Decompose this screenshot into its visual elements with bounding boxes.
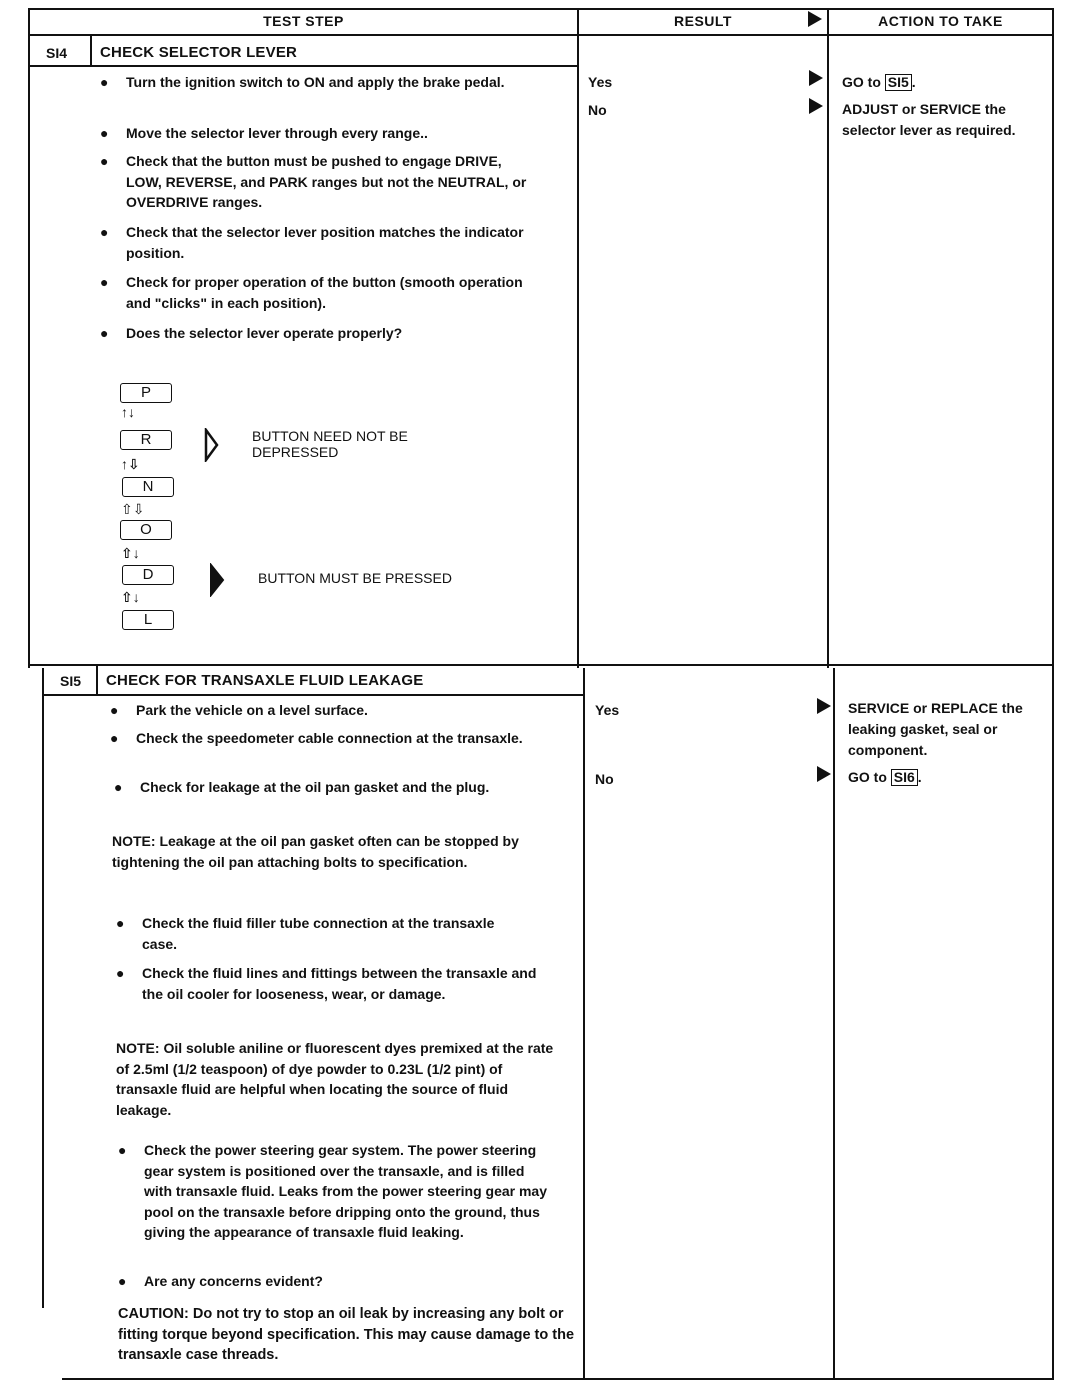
table-right-border: [1052, 8, 1054, 1380]
si4-title-underline: [28, 65, 579, 67]
legend-button-must-be-pressed: BUTTON MUST BE PRESSED: [258, 570, 452, 586]
bullet-icon: ●: [100, 274, 109, 290]
si5-title-underline: [42, 694, 585, 696]
si4-action-yes: [842, 72, 916, 93]
table-top-border: [28, 8, 1054, 10]
si5-action-no: [848, 767, 922, 788]
bullet-icon: ●: [114, 779, 123, 795]
arrow-up-down-hollow-icon: ⇧⇩: [121, 501, 145, 517]
bullet-icon: ●: [116, 965, 125, 981]
legend-button-need-not-depressed: BUTTON NEED NOT BE DEPRESSED: [252, 428, 408, 460]
si4-action-yes-suffix: .: [911, 74, 916, 90]
header-arrow-icon: [808, 11, 822, 27]
si5-note-1: NOTE: Leakage at the oil pan gasket often can be stopped by tightening the oil pan attaching bolts to specification.: [112, 833, 519, 870]
si4-bullet-2-text: Move the selector lever through every range..: [126, 125, 428, 141]
si5-result-no-arrow-icon: [817, 766, 831, 782]
column-divider-result-action-lower: [833, 668, 835, 1380]
bullet-icon: ●: [100, 125, 109, 141]
bullet-icon: ●: [110, 702, 119, 718]
table-left-border-lower: [42, 668, 44, 1308]
bullet-icon: ●: [100, 153, 109, 169]
si5-action-no-ref[interactable]: SI6: [891, 769, 918, 786]
si5-action-no-suffix: .: [917, 769, 922, 785]
si4-action-yes-prefix: GO to: [842, 74, 881, 90]
si5-bullet-4-text: Check the fluid filler tube connection at the transaxle case.: [142, 915, 495, 952]
arrow-up-down-solid-icon: ↑↓: [121, 404, 135, 420]
gear-p: P: [120, 383, 172, 403]
si4-bullet-5-text: Check for proper operation of the button (smooth operation and "clicks" in each position).: [126, 274, 523, 311]
gear-d: D: [122, 565, 174, 585]
arrow-up-hollow-down-solid-icon: ⇧↓: [121, 589, 140, 605]
hollow-pointer-icon: [203, 428, 221, 462]
bullet-icon: ●: [100, 74, 109, 90]
bullet-icon: ●: [116, 915, 125, 931]
si4-id-divider: [90, 36, 92, 66]
column-divider-test-result: [577, 8, 579, 668]
si5-step-title: CHECK FOR TRANSAXLE FLUID LEAKAGE: [106, 672, 424, 689]
bullet-icon: ●: [100, 325, 109, 341]
si4-bullet-4-text: Check that the selector lever position matches the indicator position.: [126, 224, 524, 261]
si4-step-id: SI4: [46, 45, 68, 61]
si5-bullet-6-text: Check the power steering gear system. The power steering gear system is positioned over the transaxle, and is filled with transaxle fluid. Leaks from the power steering gear may pool on the transaxle before dripping onto the ground, thus giving the appearance of transaxle fluid leaking.: [144, 1142, 548, 1240]
bullet-icon: ●: [100, 224, 109, 240]
gear-l: L: [122, 610, 174, 630]
si5-bullet-1-text: Park the vehicle on a level surface.: [136, 702, 368, 718]
si4-bullet-6-text: Does the selector lever operate properly?: [126, 325, 403, 341]
arrow-up-hollow-down-solid-icon: ⇧↓: [121, 545, 140, 561]
header-result: RESULT: [674, 13, 732, 29]
si4-result-yes-arrow-icon: [809, 70, 823, 86]
si4-action-no: ADJUST or SERVICE the selector lever as required.: [842, 101, 1016, 138]
si5-bullet-5-text: Check the fluid lines and fittings between the transaxle and the oil cooler for looseness, wear, or damage.: [142, 965, 537, 1002]
si5-action-yes: SERVICE or REPLACE the leaking gasket, seal or component.: [848, 700, 1023, 758]
bullet-icon: ●: [118, 1273, 127, 1289]
si4-bullet-3-text: Check that the button must be pushed to engage DRIVE, LOW, REVERSE, and PARK ranges but not the NEUTRAL, or OVERDRIVE ranges.: [126, 153, 527, 210]
si5-step-id: SI5: [60, 673, 82, 689]
si5-action-no-prefix: GO to: [848, 769, 887, 785]
si4-bullet-1-text: Turn the ignition switch to ON and apply the brake pedal.: [126, 74, 505, 90]
table-left-border: [28, 8, 30, 668]
si4-action-yes-ref[interactable]: SI5: [885, 74, 912, 91]
si4-result-yes: Yes: [588, 74, 613, 90]
si4-result-no: No: [588, 102, 607, 118]
si5-result-no: No: [595, 771, 614, 787]
bullet-icon: ●: [118, 1142, 127, 1158]
bullet-icon: ●: [110, 730, 119, 746]
gear-o: O: [120, 520, 172, 540]
si4-result-no-arrow-icon: [809, 98, 823, 114]
step-separator: [28, 664, 1054, 666]
column-divider-result-action: [827, 8, 829, 668]
si5-bullet-7-text: Are any concerns evident?: [144, 1273, 323, 1289]
header-bottom-border: [28, 34, 1054, 36]
header-action: ACTION TO TAKE: [878, 13, 1003, 29]
solid-pointer-icon: [208, 563, 226, 597]
header-test-step: TEST STEP: [263, 13, 344, 29]
table-bottom-border: [62, 1378, 1054, 1380]
si5-caution: CAUTION: Do not try to stop an oil leak by increasing any bolt or fitting torque beyond specification. This may cause damage to the transaxle case threads.: [118, 1306, 575, 1363]
si5-bullet-3-text: Check for leakage at the oil pan gasket and the plug.: [140, 779, 490, 795]
gear-r: R: [120, 430, 172, 450]
column-divider-test-result-lower: [583, 668, 585, 1380]
si5-result-yes-arrow-icon: [817, 698, 831, 714]
si5-result-yes: Yes: [595, 702, 620, 718]
si5-id-divider: [96, 666, 98, 696]
si5-note-2: NOTE: Oil soluble aniline or fluorescent dyes premixed at the rate of 2.5ml (1/2 teaspoon) of dye powder to 0.23L (1/2 pint) of transaxle fluid are helpful when locating the source of fluid leakage.: [116, 1040, 554, 1118]
si4-step-title: CHECK SELECTOR LEVER: [100, 44, 298, 61]
si5-bullet-2-text: Check the speedometer cable connection at the transaxle.: [136, 730, 523, 746]
arrow-up-solid-down-hollow-icon: ↑⇩: [121, 456, 140, 472]
gear-n: N: [122, 477, 174, 497]
